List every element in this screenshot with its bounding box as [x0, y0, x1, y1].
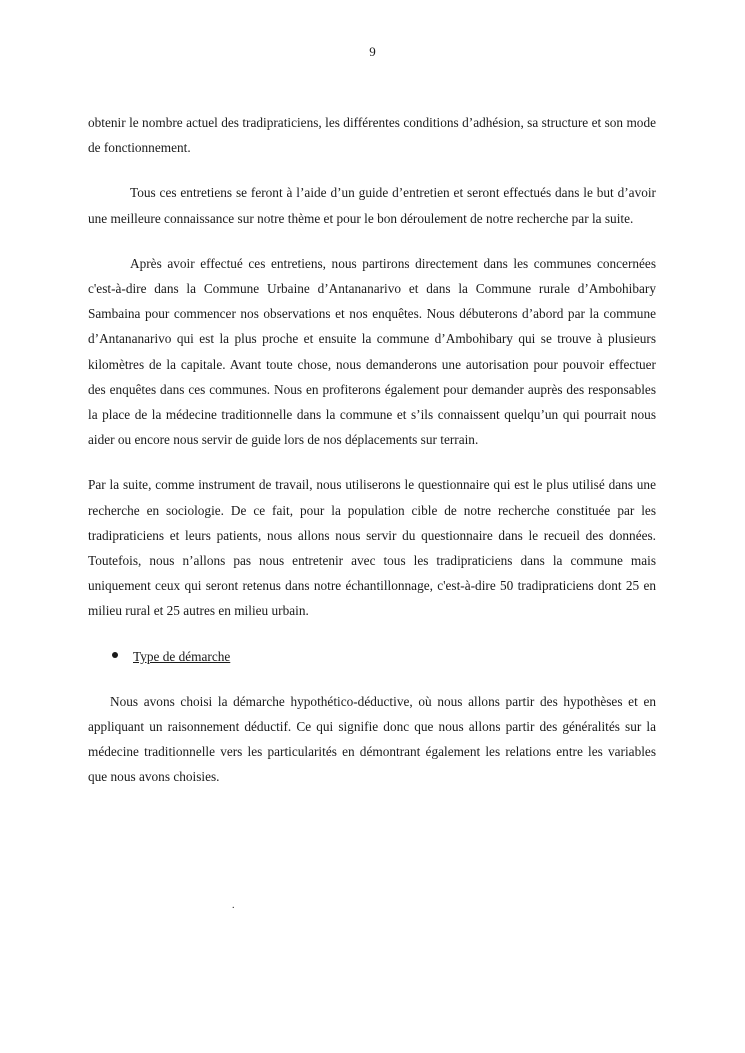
stray-mark: . — [232, 900, 235, 911]
section-bullet — [112, 644, 656, 669]
bullet-icon — [112, 652, 118, 658]
paragraph-3: Après avoir effectué ces entretiens, nous partirons directement dans les communes concernées c'est-à-dire dans la Commune Urbaine d’Antananarivo et dans la Commune rurale d’Ambohibary Sambaina pour commencer nos observations et nos enquêtes. Nous débuterons d’abord par la commune d’Antananarivo qui est la plus proche et ensuite la commune d’Ambohibary qui se trouve à plusieurs kilomètres de la capitale. Avant toute chose, nous demanderons une autorisation pour pouvoir effectuer des enquêtes dans ces communes. Nous en profiterons également pour demander auprès des responsables la place de la médecine traditionnelle dans la commune et s’ils connaissent quelqu’un qui pourrait nous aider ou encore nous servir de guide lors de nos déplacements sur terrain. — [88, 255, 656, 448]
paragraph-4: Par la suite, comme instrument de travail, nous utiliserons le questionnaire qui est le plus utilisé dans une recherche en sociologie. De ce fait, pour la population cible de notre recherche constituée par les tradipraticiens et leurs patients, nous allons nous servir du questionnaire dans le recueil des données. Toutefois, nous n’allons pas nous entretenir avec tous les tradipraticiens dans la commune mais uniquement ceux qui seront retenus dans notre échantillonnage, c'est-à-dire 50 tradipraticiens dont 25 en milieu rural et 25 autres en milieu urbain. — [88, 477, 656, 619]
paragraph-2: Tous ces entretiens se feront à l’aide d’un guide d’entretien et seront effectués dans le but d’avoir une meilleure connaissance sur notre thème et pour le bon déroulement de notre recherche par la suite. — [88, 185, 656, 226]
paragraph-1: obtenir le nombre actuel des tradipraticiens, les différentes conditions d’adhésion, sa structure et son mode de fonctionnement. — [88, 115, 656, 156]
paragraph-5: Nous avons choisi la démarche hypothético-déductive, où nous allons partir des hypothèses et en appliquant un raisonnement déductif. Ce qui signifie donc que nous allons partir des généralités sur la médecine traditionnelle vers les particularités en démontrant également les relations entre les variables que nous avons choisies. — [88, 693, 656, 785]
document-body — [88, 110, 656, 790]
page-number: 9 — [369, 44, 376, 59]
section-heading: Type de démarche — [133, 648, 231, 664]
